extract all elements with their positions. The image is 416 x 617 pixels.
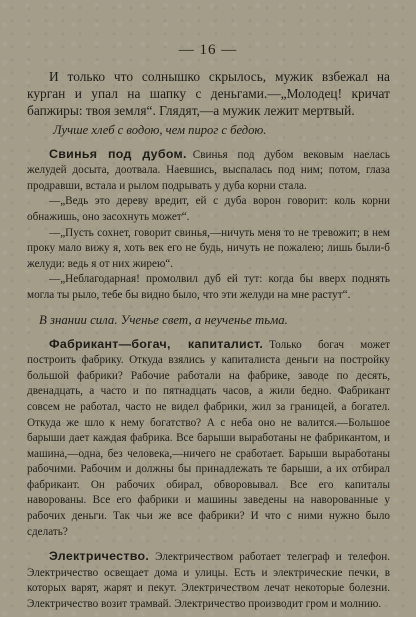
paragraph-text: Электричеством работает телеграф и телефон. Электричество освещает дома и улицы. Есть и электрические печки, в которых варят, жарят и пекут. Электричеством лечат некоторые болезни. Электричество возит трамвай. Электричество производит гром и молнию.: [27, 551, 390, 611]
section-paragraph: [27, 337, 390, 541]
section-moral: В знании сила. Ученье свет, а неученье тьма.: [39, 312, 288, 327]
page-number: — 16 —: [178, 42, 238, 58]
dialogue-line: —„Неблагодарная! промолвил дуб ей тут: когда бы вверх поднять могла ты рыло, тебе бы видно было, что эти желуди на мне растут“.: [27, 273, 390, 301]
section-paragraph: [27, 549, 390, 612]
section-heading: Фабрикант—богач, капиталист.: [49, 336, 264, 351]
section-heading: Свинья под дубом.: [49, 146, 187, 161]
intro-paragraph: И только что солнышко скрылось, мужик взбежал на курган и упал на шапку с деньгами.—„Молодец! кричат бапжиры: твоя земля“. Глядят,—а мужик лежит мертвый.: [27, 69, 390, 119]
section-paragraph: [27, 147, 390, 195]
intro-moral: Лучше хлеб с водою, чем пирог с бедою.: [53, 122, 267, 137]
paragraph-text: Только богач может построить фабрику. Откуда взялись у капиталиста деньги на постройку большой фабрики? Рабочие работали на фабрике, заводе по десять, двенадцать, а часто и по пятнадцать часов, а жили бедно. Фабрикант совсем не работал, часто не видел фабрики, жил за границей, а богател. Откуда же шло к нему богатство? А с неба оно не валится.—Большое барыши дает каждая фабрика. Все барыши выработаны не фабрикантом, и машина,—одна, без человека,—ничего не сработает. Барыши выработаны рабочими. Рабочим и должны бы принадлежать те барыши, а их отбирал фабрикант. Он рабочих обирал, обворовывал. Все его капиталы наворованы. Все его фабрики и машины заведены на наворованные у рабочих деньги. Так чьи же все фабрики? И что с ними нужно было сделать?: [27, 338, 390, 538]
paragraph-text: Свинья под дубом вековым наелась желудей досыта, доотвала. Наевшись, выспалась под ним; потом, глаза продравши, встала и рылом подрывать у дуба корни стала.: [27, 148, 390, 192]
section-heading: Электричество.: [49, 549, 150, 564]
section-factory-owner: [27, 337, 390, 541]
dialogue-line: —„Пусть сохнет, говорит свинья,—ничуть меня то не тревожит; в нем проку мало вижу я, хоть век его не будь, ничуть не пожалею; лишь были-б желуди: ведь я от них жирею“.: [27, 226, 390, 270]
section-electricity: [27, 549, 390, 612]
section-pig-under-oak: [27, 147, 390, 328]
dialogue-line: —„Ведь это дереву вредит, ей с дуба ворон говорит: коль корни обнажишь, оно засохнуть может“.: [27, 195, 390, 223]
